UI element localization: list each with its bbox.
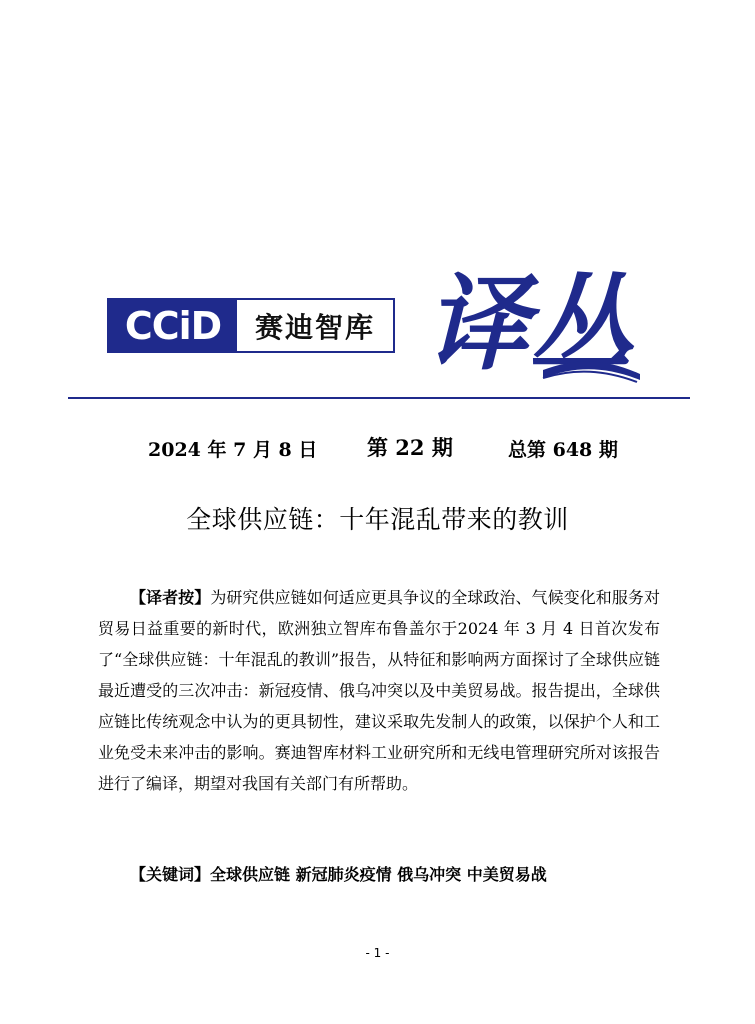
document-title: 全球供应链：十年混乱带来的教训 bbox=[186, 505, 569, 534]
issue-total: 总第 648 期 bbox=[508, 439, 618, 461]
issue-number: 第 22 期 bbox=[367, 435, 453, 460]
ccid-logo bbox=[107, 298, 395, 353]
keywords: 【关键词】全球供应链 新冠肺炎疫情 俄乌冲突 中美贸易战 bbox=[130, 865, 547, 884]
header-divider bbox=[68, 397, 690, 399]
preface-label: 【译者按】 bbox=[130, 588, 211, 607]
issue-info bbox=[0, 435, 755, 463]
translator-preface bbox=[98, 582, 660, 799]
think-tank-name: 赛迪智库 bbox=[254, 310, 375, 344]
series-title-logo bbox=[425, 262, 655, 387]
ccid-logo-text: CCiD bbox=[109, 300, 237, 351]
issue-date: 2024 年 7 月 8 日 bbox=[148, 439, 318, 461]
page-number: - 1 - bbox=[365, 946, 390, 960]
preface-text: 为研究供应链如何适应更具争议的全球政治、气候变化和服务对贸易日益重要的新时代，欧洲独立智库布鲁盖尔于2024 年 3 月 4 日首次发布了“全球供应链：十年混乱的教训”报告，从特征和影响两方面探讨了全球供应链最近遭受的三次冲击：新冠疫情、俄乌冲突以及中美贸易战。报告提出，全球供应链比传统观念中认为的更具韧性，建议采取先发制人的政策，以保护个人和工业免受未来冲击的影响。赛迪智库材料工业研究所和无线电管理研究所对该报告进行了编译，期望对我国有关部门有所帮助。 bbox=[98, 588, 660, 793]
series-title-text: 译丛 bbox=[425, 262, 634, 385]
